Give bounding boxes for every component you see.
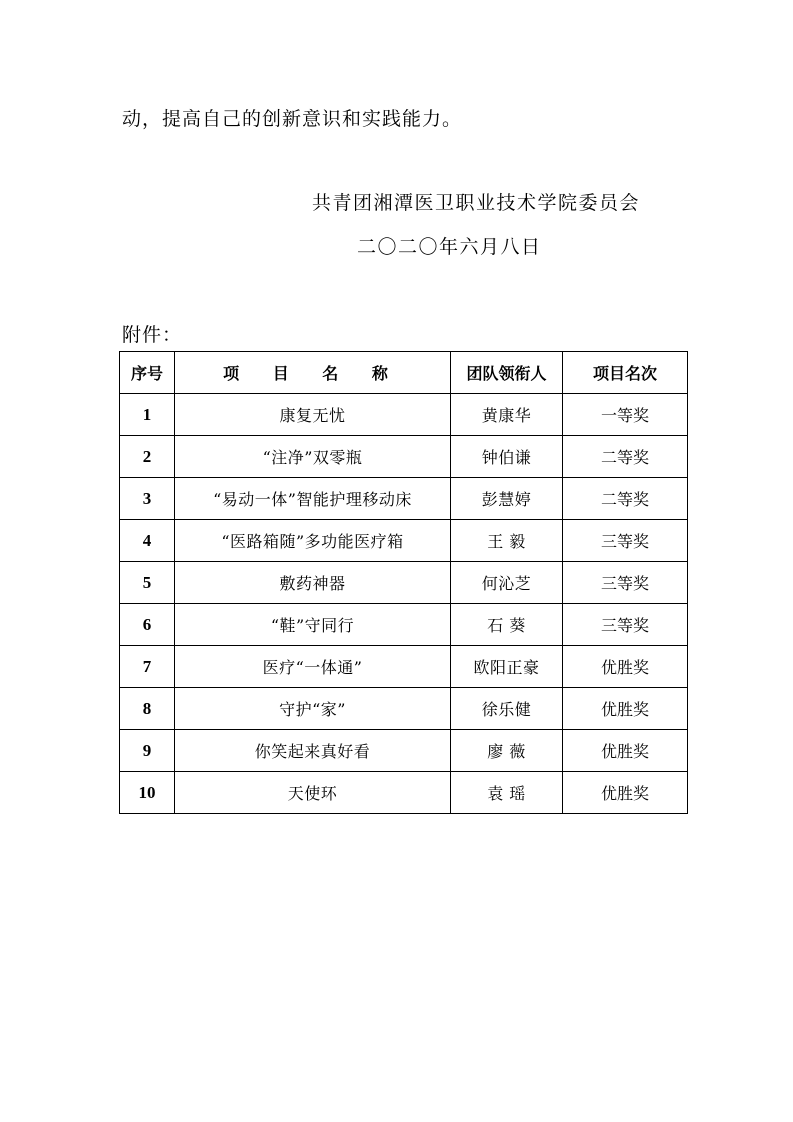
cell-number: 10 (120, 772, 175, 814)
cell-team-leader: 石 葵 (451, 604, 563, 646)
header-team-leader: 团队领衔人 (451, 352, 563, 394)
header-project-name: 项 目 名 称 (175, 352, 451, 394)
cell-number: 7 (120, 646, 175, 688)
cell-team-leader: 彭慧婷 (451, 478, 563, 520)
body-paragraph-continuation: 动，提高自己的创新意识和实践能力。 (122, 108, 463, 130)
cell-project-rank: 三等奖 (563, 520, 688, 562)
cell-number: 2 (120, 436, 175, 478)
cell-number: 8 (120, 688, 175, 730)
cell-team-leader: 黄康华 (451, 394, 563, 436)
cell-project-name: 医疗“一体通” (175, 646, 451, 688)
cell-project-rank: 二等奖 (563, 478, 688, 520)
cell-project-name: “易动一体”智能护理移动床 (175, 478, 451, 520)
cell-project-rank: 优胜奖 (563, 646, 688, 688)
cell-team-leader: 徐乐健 (451, 688, 563, 730)
table-row (120, 562, 688, 604)
signature-organization: 共青团湘潭医卫职业技术学院委员会 (312, 192, 641, 214)
cell-number: 1 (120, 394, 175, 436)
table-row (120, 730, 688, 772)
cell-project-rank: 优胜奖 (563, 688, 688, 730)
cell-project-rank: 优胜奖 (563, 730, 688, 772)
table-row (120, 604, 688, 646)
table-row (120, 772, 688, 814)
cell-team-leader: 欧阳正豪 (451, 646, 563, 688)
cell-number: 6 (120, 604, 175, 646)
signature-date: 二〇二〇年六月八日 (357, 236, 542, 258)
table-header-row (120, 352, 688, 394)
cell-project-name: 守护“家” (175, 688, 451, 730)
header-project-rank: 项目名次 (563, 352, 688, 394)
cell-team-leader: 王 毅 (451, 520, 563, 562)
table-row (120, 478, 688, 520)
awards-table (119, 351, 688, 814)
cell-number: 5 (120, 562, 175, 604)
cell-project-rank: 三等奖 (563, 562, 688, 604)
table-row (120, 394, 688, 436)
cell-team-leader: 廖 薇 (451, 730, 563, 772)
cell-project-name: “医路箱随”多功能医疗箱 (175, 520, 451, 562)
cell-team-leader: 何沁芝 (451, 562, 563, 604)
table-row (120, 688, 688, 730)
cell-project-name: 你笑起来真好看 (175, 730, 451, 772)
cell-project-name: “鞋”守同行 (175, 604, 451, 646)
cell-team-leader: 钟伯谦 (451, 436, 563, 478)
cell-project-rank: 优胜奖 (563, 772, 688, 814)
cell-project-name: 天使环 (175, 772, 451, 814)
table-row (120, 520, 688, 562)
cell-team-leader: 袁 瑶 (451, 772, 563, 814)
cell-project-rank: 二等奖 (563, 436, 688, 478)
cell-project-name: 康复无忧 (175, 394, 451, 436)
attachment-label: 附件： (122, 324, 183, 346)
header-number: 序号 (120, 352, 175, 394)
cell-number: 4 (120, 520, 175, 562)
awards-table-body (120, 394, 688, 814)
table-row (120, 646, 688, 688)
table-row (120, 436, 688, 478)
cell-number: 9 (120, 730, 175, 772)
cell-project-name: “注净”双零瓶 (175, 436, 451, 478)
cell-project-rank: 一等奖 (563, 394, 688, 436)
cell-project-rank: 三等奖 (563, 604, 688, 646)
cell-project-name: 敷药神器 (175, 562, 451, 604)
cell-number: 3 (120, 478, 175, 520)
